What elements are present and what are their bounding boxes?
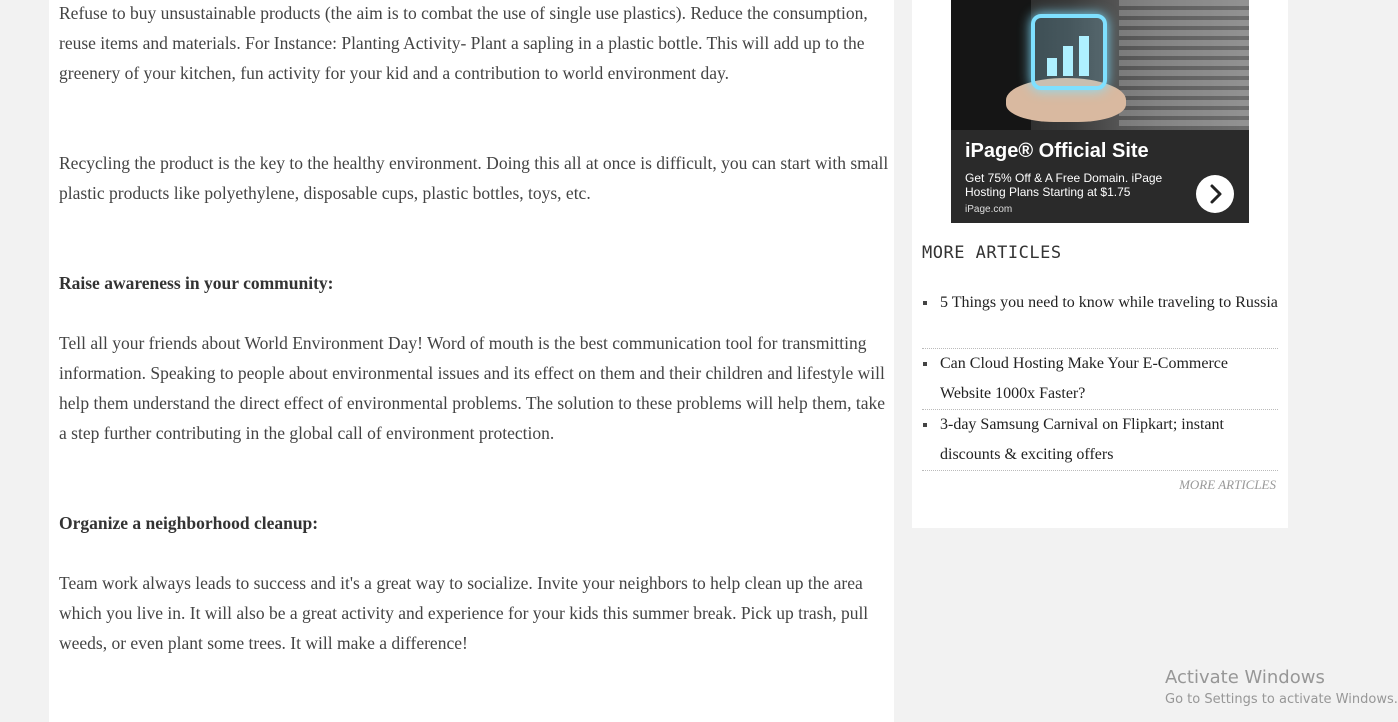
heading-raise-awareness: Raise awareness in your community:: [59, 273, 334, 293]
ad-arrow-button[interactable]: [1196, 175, 1234, 213]
watermark-subtitle: Go to Settings to activate Windows.: [1165, 692, 1398, 707]
paragraph-awareness: Tell all your friends about World Environment Day! Word of mouth is the best communication tool for transmitting information. Speaking to people about environmental issues and its effect on them and their children and lifestyle will help them understand the direct effect of environmental problems. The solution to these problems will help them, take a step further contributing in the global call of environment protection.: [59, 333, 886, 443]
bullet-icon: [923, 362, 927, 366]
article-link[interactable]: Can Cloud Hosting Make Your E-Commerce Website 1000x Faster?: [940, 355, 1228, 402]
heading-neighborhood-cleanup: Organize a neighborhood cleanup:: [59, 513, 319, 533]
bullet-icon: [923, 301, 927, 305]
hologram-chart-icon: [1031, 14, 1107, 90]
more-articles-heading: MORE ARTICLES: [922, 243, 1062, 263]
server-rack-graphic: [1119, 0, 1249, 130]
chevron-right-icon: [1206, 184, 1226, 204]
ad-title[interactable]: iPage® Official Site: [965, 140, 1149, 162]
ad-image: [951, 0, 1249, 130]
activate-windows-watermark: [1165, 666, 1398, 710]
article-link[interactable]: 5 Things you need to know while traveling to Russia: [940, 294, 1278, 311]
paragraph-recycle: Recycling the product is the key to the healthy environment. Doing this all at once is difficult, you can start with small plastic products like polyethylene, disposable cups, plastic bottles, toys, etc.: [59, 153, 889, 203]
ad-description: Get 75% Off & A Free Domain. iPage Hosting Plans Starting at $1.75: [965, 171, 1163, 199]
ad-banner[interactable]: [951, 0, 1249, 223]
more-articles-list: [922, 288, 1278, 471]
watermark-title: Activate Windows: [1165, 667, 1325, 688]
sidebar: [912, 0, 1288, 528]
article-link[interactable]: 3-day Samsung Carnival on Flipkart; instant discounts & exciting offers: [940, 416, 1224, 463]
paragraph-cleanup: Team work always leads to success and it's a great way to socialize. Invite your neighbors to help clean up the area which you live in. It will also be a great activity and experience for your kids this summer break. Pick up trash, pull weeds, or even plant some trees. It will make a difference!: [59, 573, 869, 653]
article-content: [49, 0, 894, 722]
bullet-icon: [923, 423, 927, 427]
more-articles-link[interactable]: MORE ARTICLES: [1179, 477, 1276, 492]
ad-domain: iPage.com: [965, 204, 1013, 215]
list-item: [922, 410, 1278, 471]
paragraph-reuse: Refuse to buy unsustainable products (the aim is to combat the use of single use plastics). Reduce the consumption, reuse items and materials. For Instance: Planting Activity- Plant a sapling in a plastic bottle. This will add up to the greenery of your kitchen, fun activity for your kid and a contribution to world environment day.: [59, 3, 868, 83]
list-item: [922, 288, 1278, 349]
list-item: [922, 349, 1278, 410]
